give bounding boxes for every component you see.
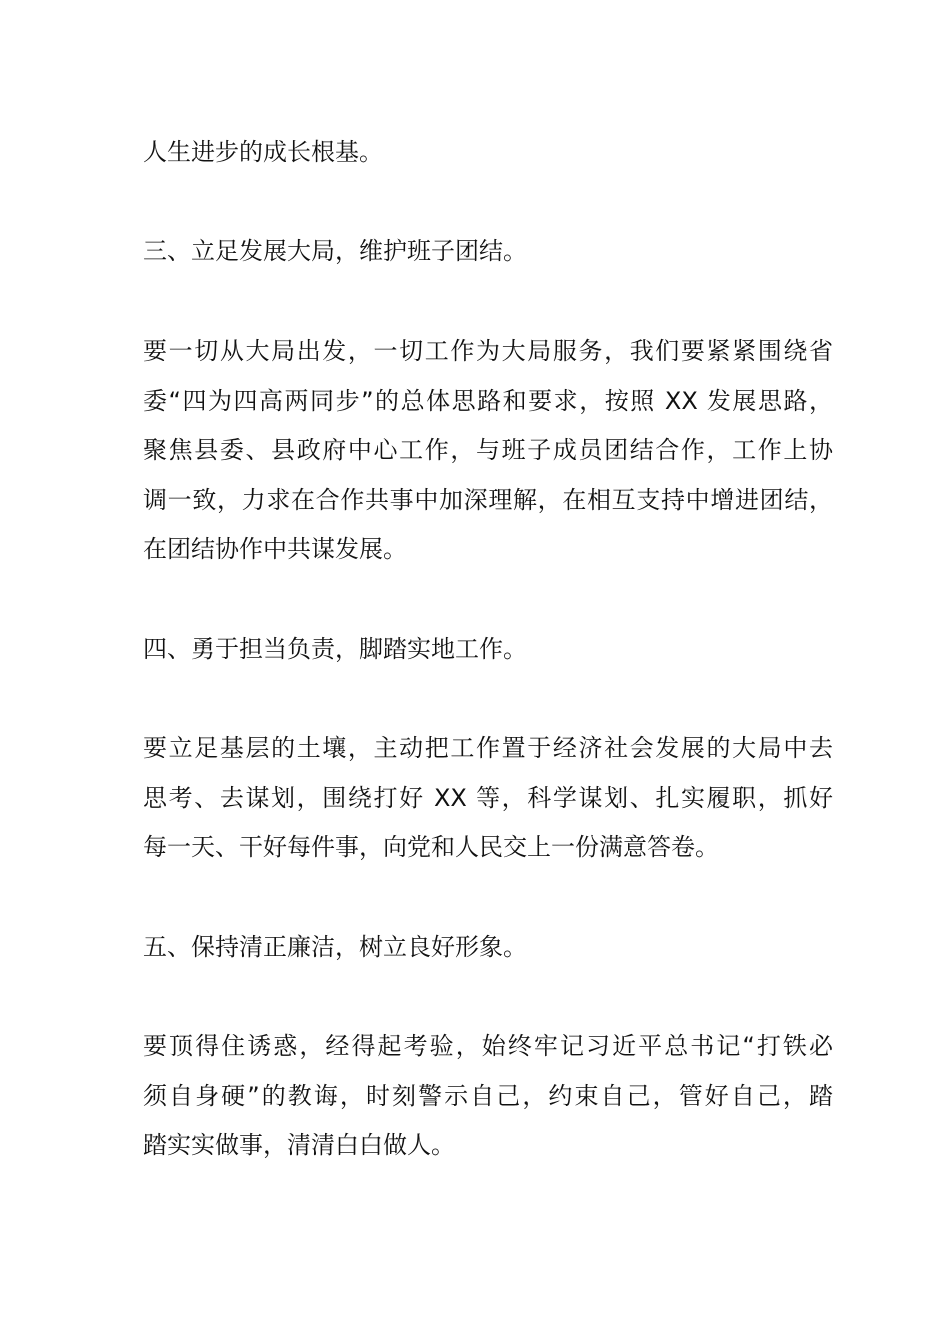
paragraph-line: 踏实实做事，清清白白做人。 — [143, 1131, 455, 1159]
paragraph-line: 调一致，力求在合作共事中加深理解，在相互支持中增进团结， — [143, 486, 833, 514]
paragraph-line: 思考、去谋划，围绕打好 XX 等，科学谋划、扎实履职，抓好 — [143, 784, 833, 812]
paragraph-line: 委“四为四高两同步”的总体思路和要求，按照 XX 发展思路， — [143, 387, 833, 415]
section-heading-3: 三、立足发展大局，维护班子团结。 — [143, 237, 527, 265]
section-heading-5: 五、保持清正廉洁，树立良好形象。 — [143, 933, 527, 961]
paragraph-line: 要顶得住诱惑，经得起考验，始终牢记习近平总书记“打铁必 — [143, 1032, 833, 1060]
paragraph-line: 要立足基层的土壤，主动把工作置于经济社会发展的大局中去 — [143, 734, 833, 762]
section-heading-4: 四、勇于担当负责，脚踏实地工作。 — [143, 635, 527, 663]
paragraph-line: 须自身硬”的教诲，时刻警示自己，约束自己，管好自己，踏 — [143, 1082, 833, 1110]
paragraph-line: 在团结协作中共谋发展。 — [143, 535, 407, 563]
paragraph-line: 要一切从大局出发，一切工作为大局服务，我们要紧紧围绕省 — [143, 337, 833, 365]
paragraph-continuation: 人生进步的成长根基。 — [143, 138, 383, 166]
paragraph-line: 每一天、干好每件事，向党和人民交上一份满意答卷。 — [143, 833, 719, 861]
paragraph-line: 聚焦县委、县政府中心工作，与班子成员团结合作，工作上协 — [143, 436, 833, 464]
